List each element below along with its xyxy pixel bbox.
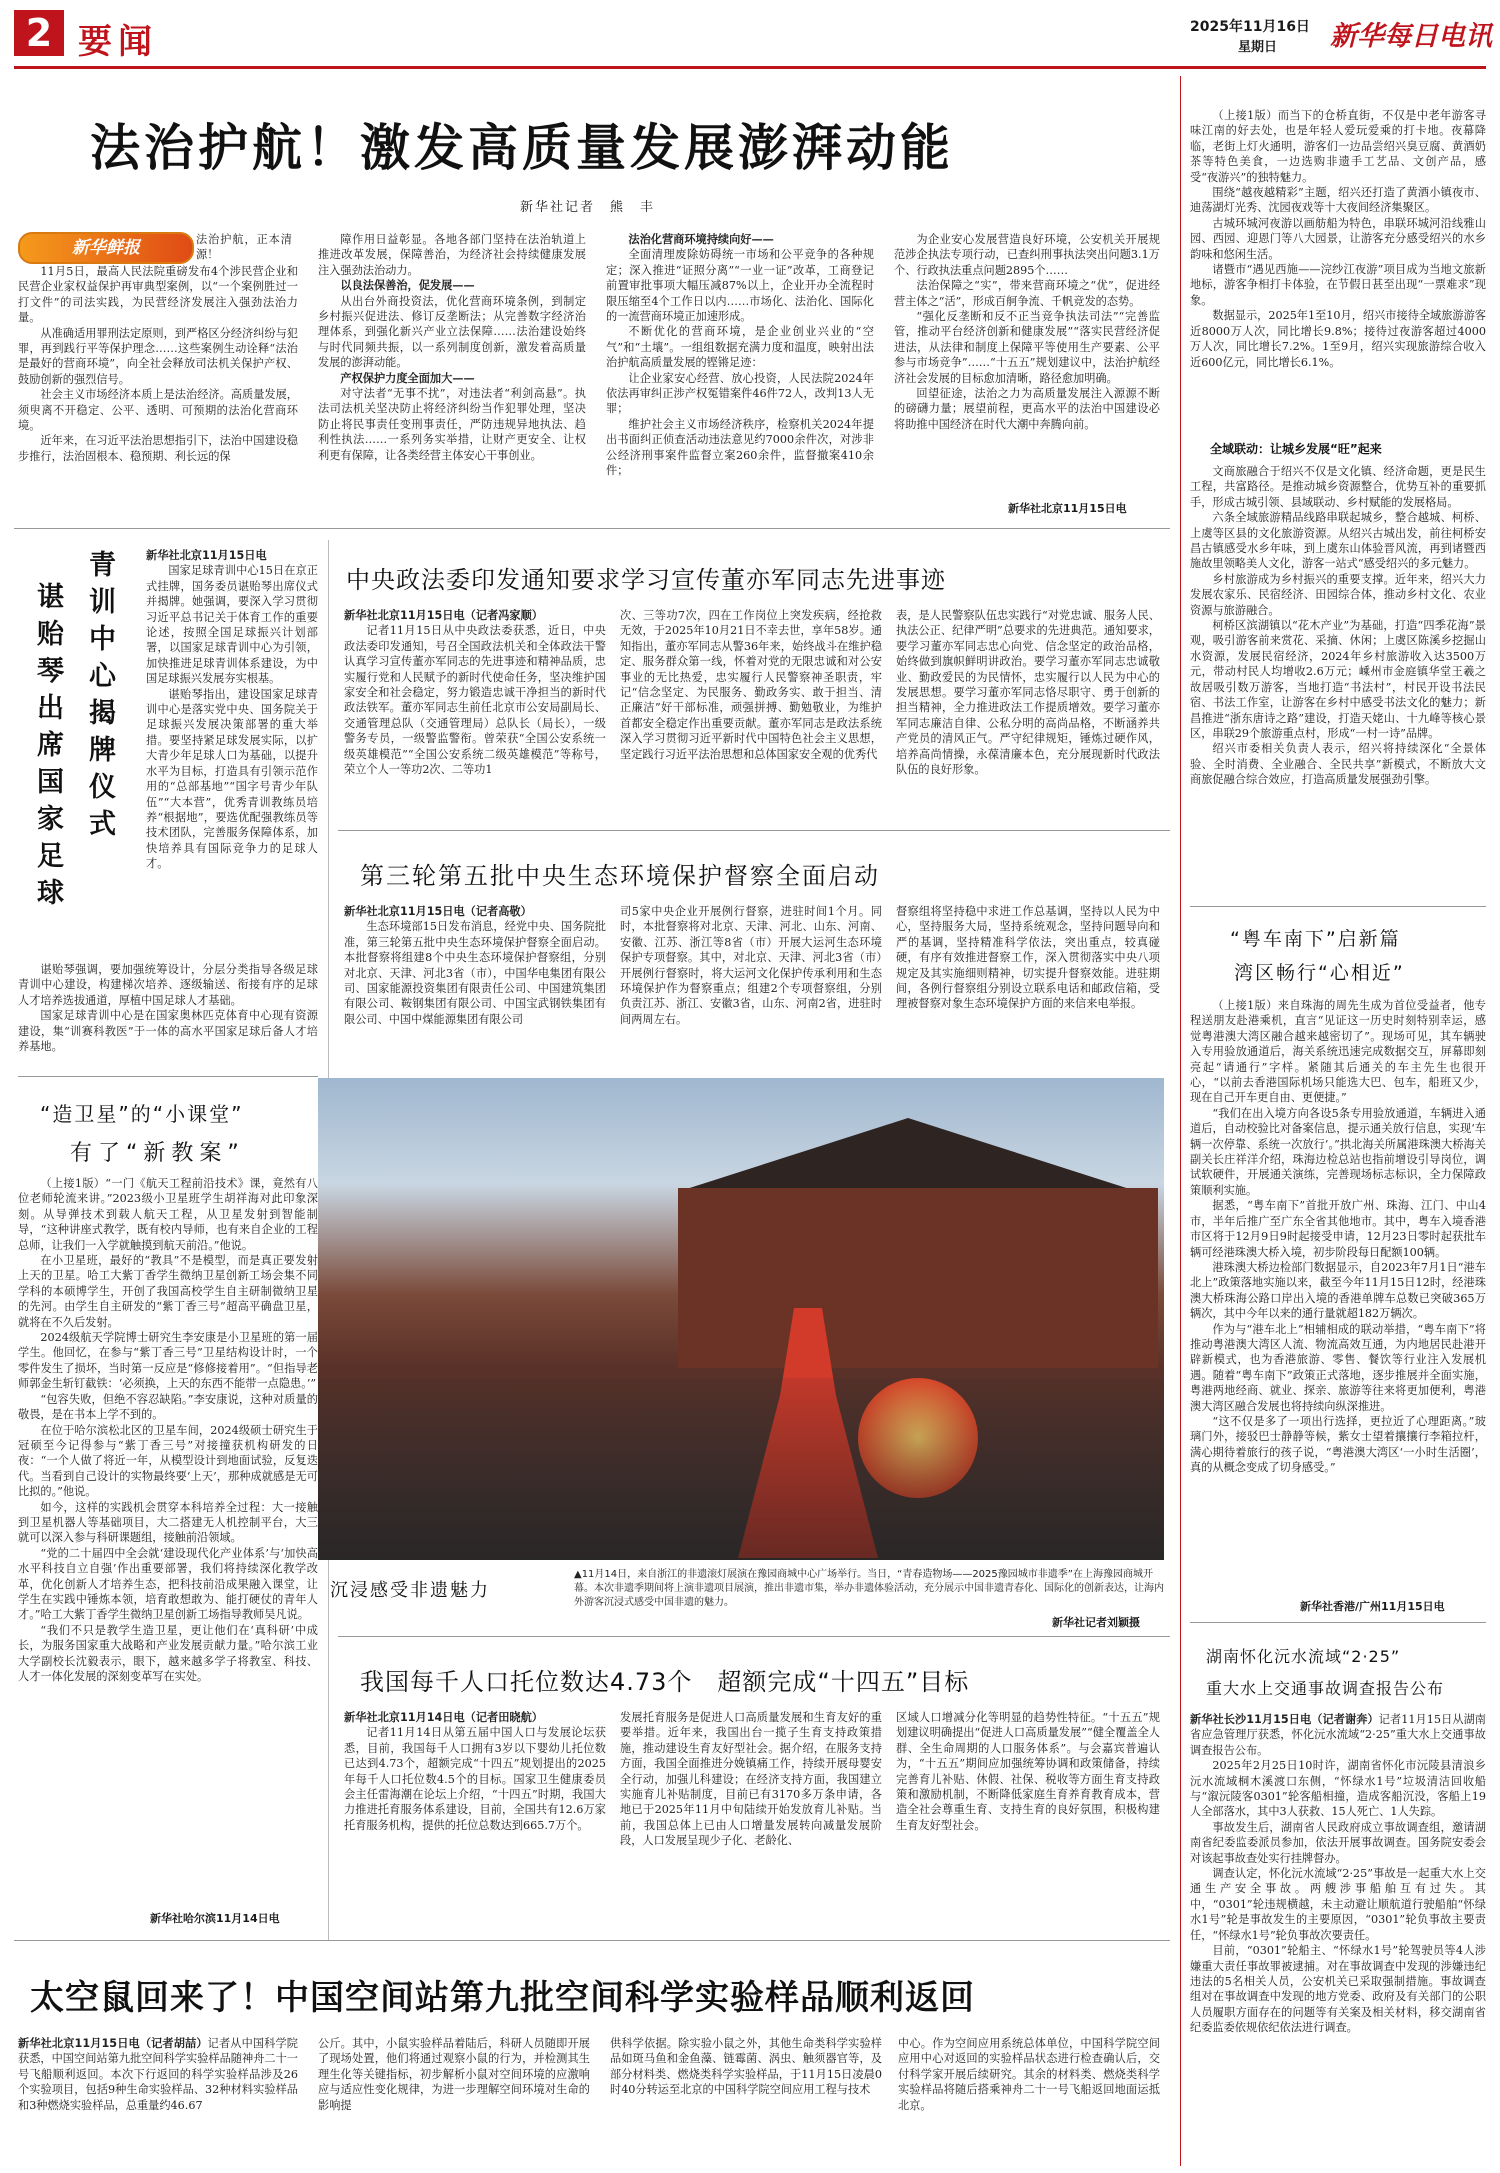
space-column-4: 中心。作为空间应用系统总体单位，中国科学院空间应用中心对返回的实验样品状态进行检查确认后，交付科学家开展后续研究。其余的材料类、燃烧类科学实验样品将随后搭乘神舟二十一号飞船返回地面运抵北京。	[898, 2037, 1160, 2112]
eco-column-3: 督察组将坚持稳中求进工作总基调，坚持以人民为中心，坚持服务大局，坚持系统观念，坚持问题导向和严的基调，坚持精准科学依法，突出重点，较真碰硬，有序有效推进督察工作，深入贯彻落实中央八项规定及其实施细则精神，切实提升督察效能。进驻期间，各例行督察组分别设立联系电话和邮政信箱，受理被督察对象生态环境保护方面的来信来电举报。	[896, 905, 1160, 1011]
bay-dateline: 新华社香港/广州11月15日电	[1300, 1600, 1445, 1613]
photo-intangible-heritage	[318, 1078, 1164, 1560]
eco-column-1: 新华社北京11月15日电（记者高敬） 生态环境部15日发布消息，经党中央、国务院批准，第三轮第五批中央生态环境保护督察全面启动。本批督察将组建8个中央生态环境保护督察组，分别对北京、天津、河北3省（市），中国华电集团有限公司、国家能源投资集团有限责任公司、中国建筑集团有限公司、鞍钢集团有限公司、中国宝武钢铁集团有限公司、中国中煤能源集团有限公司	[344, 905, 606, 1026]
divider	[14, 528, 1170, 529]
football-title-right: 青训中心揭牌仪式	[84, 550, 115, 846]
football-article-cont: 谌贻琴强调，要加强统筹设计，分层分类指导各级足球青训中心建设，构建梯次培养、逐级输送、衔接有序的足球人才培养选拔通道，厚植中国足球人才基础。 国家足球青训中心是在国家奥林匹克体育中心现有资源建设，集“训赛科教医”于一体的高水平国家足球后备人才培养基地。	[18, 963, 318, 1054]
crowd	[318, 1378, 1164, 1560]
politics-column-3: 表，是人民警察队伍忠实践行“对党忠诚、服务人民、执法公正、纪律严明”总要求的先进典范。通知要求，要学习董亦军同志忠心向党、信念坚定的政治品格，始终做到旗帜鲜明讲政治。要学习董亦军同志忠诚敬业、勤政爱民的为民情怀，忠实履行以人民为中心的发展思想。要学习董亦军同志恪尽职守、勇于创新的担当精神，全力推进政法工作提质增效。要学习董亦军同志廉洁自律、公私分明的高尚品格，不断涵养共产党员的清风正气。严守纪律规矩，锤炼过硬作风，培养高尚情操，永葆清廉本色，充分展现新时代政法队伍的良好形象。	[896, 609, 1160, 777]
divider	[14, 1940, 1170, 1941]
lead-dateline: 新华社北京11月15日电	[1008, 502, 1127, 515]
hunan-title-2: 重大水上交通事故调查报告公布	[1206, 1679, 1445, 1698]
politics-headline: 中央政法委印发通知要求学习宣传董亦军同志先进事迹	[346, 566, 946, 594]
lead-column-4: 为企业安心发展营造良好环境，公安机关开展规范涉企执法专项行动，已查纠刑事执法突出问题3.1万个、行政执法重点问题2895个…… 法治保障之“实”，带来营商环境之“优”，促进经营主体之“活”，形成百舸争流、千帆竞发的态势。 “强化反垄断和反不正当竞争执法司法”“完善监管，推动平台经济创新和健康发展”“落实民营经济促进法，从法律和制度上保障平等使用生产要素、公平参与市场竞争”……“十五五”规划建议中，法治护航经济社会发展的目标愈加清晰，路径愈加明确。 回望征途，法治之力为高质量发展注入源源不断的磅礴力量；展望前程，更高水平的法治中国建设必将助推中国经济在时代大潮中奔腾向前。	[894, 233, 1160, 431]
childcare-column-2: 发展托育服务是促进人口高质量发展和生育友好的重要举措。近年来，我国出台一揽子生育支持政策措施，推动建设生育友好型社会。据介绍，在服务支持方面，我国全面推进分娩镇痛工作，持续开展母婴安全行动，加强儿科建设；在经济支持方面，我国建立实施育儿补贴制度，目前已有3170多万条申请，各地已于2025年11月中旬陆续开始发放育儿补贴。当前，我国总体上已由人口增量发展转向减量发展阶段，人口发展呈现少子化、老龄化、	[620, 1711, 882, 1848]
divider	[338, 1636, 1170, 1637]
childcare-headline: 我国每千人口托位数达4.73个 超额完成“十四五”目标	[360, 1668, 970, 1696]
issue-weekday: 星期日	[1238, 40, 1278, 55]
politics-column-1: 新华社北京11月15日电（记者冯家顺） 记者11月15日从中央政法委获悉，近日，中央政法委印发通知，号召全国政法机关和全体政法干警认真学习宣传董亦军同志的先进事迹和精神品质，忠实履行党和人民赋予的新时代使命任务，坚决维护国家安全和社会稳定，努力锻造忠诚干净担当的新时代政法铁军。董亦军同志生前任北京市公安局副局长、交通管理总队（交通管理局）总队长（局长），一级警务专员，一级警监警衔。曾荣获“全国公安系统一级英雄模范”“全国公安系统二级英雄模范”等称号，荣立个人一等功2次、二等功1	[344, 609, 606, 777]
tourism-article-cont: 文商旅融合于绍兴不仅是文化镇、经济命题，更是民生工程，共富路径。是推动城乡资源整合，优势互补的重要抓手，形成古城引领、县域联动、乡村赋能的发展格局。 六条全域旅游精品线路串联起城乡，整合越城、柯桥、上虞等区县的文化旅游资源。从绍兴古城出发，前往柯桥安昌古镇感受水乡年味，到上虞东山体验晋风流，再到诸暨西施故里领略美人文化，游客一站式“感受绍兴的多元魅力。 乡村旅游成为乡村振兴的重要支撑。近年来，绍兴大力发展农家乐、民宿经济、田园综合体，推动乡村文化、农业资源与旅游融合。 柯桥区滨湖镇以“花木产业”为基础，打造“四季花海”景观，吸引游客前来赏花、采摘、休闲；上虞区陈溪乡挖掘山水资源，发展民宿经济，2024年乡村旅游收入达3500万元，带动村民人均增收2.6万元；嵊州市金庭镇华堂王羲之故居吸引数万游客，当地打造“书法村”，村民开设书法民宿、书法工作室，让游客在乡村中感受书法文化的魅力；新昌推进“浙东唐诗之路”建设，打造天姥山、十九峰等核心景区，串联29个旅游重点村，形成“一村一诗”品牌。 绍兴市委相关负责人表示，绍兴将持续深化“全景体验、全时消费、全业融合、全民共享”新模式，不断放大文商旅促融合综合效应，打造高质量发展强劲引擎。	[1190, 465, 1486, 787]
hunan-title-1: 湖南怀化沅水流域“2·25”	[1206, 1647, 1401, 1666]
satellite-dateline: 新华社哈尔滨11月14日电	[150, 1912, 280, 1925]
photo-credit: 新华社记者刘颖摄	[1052, 1616, 1140, 1629]
childcare-column-3: 区域人口增减分化等明显的趋势性特征。“十五五”规划建议明确提出“促进人口高质量发展”“健全覆盖全人群、全生命周期的人口服务体系”。与会嘉宾普遍认为，“十五五”期间应加强统筹协调和政策储备，持续完善育儿补贴、休假、社保、税收等方面生育支持政策和激励机制，不断降低家庭生育养育教育成本，营造全社会尊重生育、支持生育的良好氛围，积极构建生育友好型社会。	[896, 1711, 1160, 1832]
space-column-2: 公斤。其中，小鼠实验样品着陆后，科研人员随即开展了现场处置，他们将通过观察小鼠的行为，并检测其生理生化等关键指标，初步解析小鼠对空间环境的应激响应与适应性变化规律，为进一步理解空间环境对生命的影响提	[318, 2037, 590, 2112]
issue-date: 2025年11月16日	[1190, 19, 1310, 35]
space-column-3: 供科学依据。除实验小鼠之外，其他生命类科学实验样品如斑马鱼和金鱼藻、链霉菌、涡虫、触须器官等，及部分材料类、燃烧类科学实验样品，于11月15日凌晨0时40分转运至北京的中国科学院空间应用工程与技术	[610, 2037, 882, 2097]
satellite-article: （上接1版）“一门《航天工程前沿技术》课，竟然有八位老师轮流来讲。”2023级小卫星班学生胡祥海对此印象深刻。从导弹技术到载人航天工程，从卫星发射到智能制导，“这种讲座式教学，既有校内导师，也有来自企业的工程总师，让我们一入学就触摸到航天前沿。”他说。 在小卫星班，最好的“教具”不是模型，而是真正要发射上天的卫星。哈工大紫丁香学生微纳卫星创新工场会集不同学科的本硕博学生，开创了我国高校学生自主研制微纳卫星的先河。由学生自主研发的“紫丁香三号”超高平确盘卫星，就将在不久后发射。 2024级航天学院博士研究生李安康是小卫星班的第一届学生。他回忆，在参与“紫丁香三号”卫星结构设计时，一个零件发生了损坏，当时第一反应是“修修接着用”。“但指导老师郭金生斩钉截铁：‘必须换，上天的东西不能带一点隐患。’” “包容失败，但绝不容忍缺陷。”李安康说，这种对质量的敬畏，是在书本上学不到的。 在位于哈尔滨松北区的卫星车间，2024级硕士研究生于冠硕至今记得参与“紫丁香三号”对接撞获机构研发的日夜：“一个人做了将近一年，从模型设计到地面试验，反复迭代。当看到自己设计的实物最终要‘上天’，那种成就感是无可比拟的。”他说。 如今，这样的实践机会贯穿本科培养全过程：大一接触到卫星机器人等基础项目，大二搭建无人机控制平台，大三就可以深入参与科研课题组，接触前沿领域。 “党的二十届四中全会就‘建设现代化产业体系’与‘加快高水平科技自立自强’作出重要部署，我们将持续深化教学改革，优化创新人才培养生态，把科技前沿成果融入课堂，让学生在实践中锤炼本领，培育敢想敢为、能打硬仗的青年人才。”哈工大紫丁香学生微纳卫星创新工场指导教师吴凡说。 “我们不只是教学生造卫星，更让他们在‘真科研’中成长，为服务国家重大战略和产业发展贡献力量。”哈尔滨工业大学副校长沈毅表示，眼下，越来越多学子将教室、科技、人才一体化发展的深刻变革写在实处。	[18, 1177, 318, 1683]
lead-byline: 新华社记者 熊 丰	[520, 200, 656, 215]
space-column-1: 新华社北京11月15日电（记者胡喆）记者从中国科学院获悉，中国空间站第九批空间科学实验样品随神舟二十一号飞船顺利返回。本次下行返回的科学实验样品涉及26个实验项目，包括9种生命实验样品、32种材料实验样品和3种燃烧实验样品，总重量约46.67	[18, 2037, 298, 2112]
lead-headline: 法治护航！激发高质量发展澎湃动能	[90, 119, 954, 177]
childcare-column-1: 新华社北京11月14日电（记者田晓航） 记者11月14日从第五届中国人口与发展论坛获悉，目前，我国每千人口拥有3岁以下婴幼儿托位数已达到4.73个，超额完成“十四五”规划提出的2025年每千人口托位数4.5个的目标。国家卫生健康委员会主任雷海潮在论坛上介绍，“十四五”时期，我国大力推进托育服务体系建设，目前，全国共有12.6万家托育服务机构，提供的托位总数达到665.7万个。	[344, 1711, 606, 1832]
lead-column-3: 法治化营商环境持续向好—— 全面清理废除妨碍统一市场和公平竞争的各种规定；深入推进“证照分离”“一业一证”改革，工商登记前置审批事项大幅压减87%以上，企业开办全流程时限压缩至4个工作日以内……市场化、法治化、国际化的一流营商环境正加速形成。 不断优化的营商环境，是企业创业兴业的“空气”和“土壤”。一组组数据充满力度和温度，映射出法治护航高质量发展的铿锵足迹： 让企业家安心经营、放心投资，人民法院2024年依法再审纠正涉产权冤错案件46件72人，改判13人无罪； 维护社会主义市场经济秩序，检察机关2024年提出书面纠正侦查活动违法意见约7000余件次，对涉非公经济刑事案件监督立案260余件，监督撤案410余件；	[606, 232, 874, 478]
politics-column-2: 次、三等功7次，四在工作岗位上突发疾病，经抢救无效，于2025年10月21日不幸去世，享年58岁。通知指出，董亦军同志从警36年来，始终战斗在维护稳定、服务群众第一线，怀着对党的无限忠诚和对公安事业的无比热爱，忠实履行人民警察神圣职责，牢记“信念坚定、为民服务、勤政务实、敢于担当、清正廉洁”好干部标准，顽强拼搏、勤勉敬业，为维护首都安全稳定作出重要贡献。董亦军同志是政法系统深入学习贯彻习近平新时代中国特色社会主义思想，坚定践行习近平法治思想和总体国家安全观的优秀代	[620, 609, 882, 761]
building-facade	[678, 1188, 1158, 1368]
bay-title-2: 湾区畅行“心相近”	[1234, 962, 1405, 984]
divider	[338, 830, 1170, 831]
space-headline: 太空鼠回来了！中国空间站第九批空间科学实验样品顺利返回	[30, 1978, 975, 2018]
page-number-badge: 2	[14, 10, 64, 56]
satellite-title-2: 有了“新教案”	[70, 1141, 245, 1166]
building-roof	[648, 1118, 1164, 1188]
photo-label: 沉浸感受非遗魅力	[330, 1580, 490, 1601]
lead-intro: 法治护航，正本清源！	[196, 233, 292, 262]
football-title-left: 谌贻琴出席国家足球	[32, 582, 63, 915]
eco-headline: 第三轮第五批中央生态环境保护督察全面启动	[360, 862, 880, 890]
masthead-rule	[14, 66, 1486, 69]
tourism-article: （上接1版）而当下的仓桥直街，不仅是中老年游客寻味江南的好去处，也是年轻人爱玩爱乘的打卡地。夜幕降临，老街上灯火通明，游客们一边品尝绍兴臭豆腐、黄酒奶茶等特色美食，一边选购非遗手工艺品、文创产品，感受“夜游兴”的独特魅力。 围绕“越夜越精彩”主题，绍兴还打造了黄酒小镇夜市、迪荡湖灯光秀、沈园夜戏等十大夜间经济集聚区。 古城环城河夜游以画舫船为特色，串联环城河沿线雅山园、西园、迎恩门等八大园景，让游客充分感受绍兴的水乡韵味和悠闲生活。 诸暨市“遇见西施——浣纱江夜游”项目成为当地文旅新地标，游客争相打卡体验，在节假日甚至出现“一票难求”现象。 数据显示，2025年1至10月，绍兴市接待全域旅游游客近8000万人次，同比增长9.8%；接待过夜游客超过4000万人次，同比增长7.2%。1至9月，绍兴实现旅游综合收入近600亿元，同比增长6.1%。	[1190, 109, 1486, 369]
paper-name: 新华每日电讯	[1330, 21, 1492, 52]
news-badge: 新华鲜报	[18, 232, 194, 264]
eco-column-2: 司5家中央企业开展例行督察，进驻时间1个月。同时，本批督察将对北京、天津、河北、山东、河南、安徽、江苏、浙江等8省（市）开展大运河生态环境保护专项督察。其中，对北京、天津、河北3省（市）开展例行督察时，将大运河文化保护传承利用和生态环境保护作为督察重点；组建2个专项督察组，分别负责江苏、浙江、安徽3省，山东、河南2省，进驻时间两周左右。	[620, 905, 882, 1026]
satellite-title-1: “造卫星”的“小课堂”	[40, 1102, 244, 1126]
hunan-article: 新华社长沙11月15日电（记者谢奔）记者11月15日从湖南省应急管理厅获悉，怀化沅水流域“2·25”重大水上交通事故调查报告公布。 2025年2月25日10时许，湖南省怀化市沅陵县清浪乡沅水流域桐木溪渡口东侧，“怀绿水1号”垃圾清洁回收船与“溆沅陵客0301”轮客船相撞，造成客船沉没，客船上19人全部落水，其中3人获救、15人死亡、1人失踪。 事故发生后，湖南省人民政府成立事故调查组，邀请湖南省纪委监委派员参加，依法开展事故调查。国务院安委会对该起事故查处实行挂牌督办。 调查认定，怀化沅水流域“2·25”事故是一起重大水上交通生产安全事故。两艘涉事船舶互有过失。其中，“0301”轮违规横越，未主动避让顺航道行驶船舶“怀绿水1号”轮是事故发生的主要原因，“0301”轮负事故主要责任，“怀绿水1号”轮负事故次要责任。 目前，“0301”轮船主、“怀绿水1号”轮驾驶员等4人涉嫌重大责任事故罪被逮捕。对在事故调查中发现的涉嫌违纪违法的5名相关人员，公安机关已采取强制措施。事故调查组对在事故调查中发现的地方党委、政府及有关部门的公职人员履职方面存在的问题等有关案及相关材料，移交湖南省纪委监委依规依纪依法进行调查。	[1190, 1713, 1486, 2035]
divider	[1190, 1622, 1486, 1623]
bay-title-1: “粤车南下”启新篇	[1230, 928, 1401, 950]
divider	[18, 1076, 318, 1077]
lead-column-1: 11月5日，最高人民法院重磅发布4个涉民营企业和民营企业家权益保护再审典型案例，以“一个案例胜过一打文件”的司法实践，为民营经济发展注入强劲法治力量。 从准确适用罪刑法定原则，到严格区分经济纠纷与犯罪，再到践行平等保护理念……这些案例生动诠释“法治是最好的营商环境”，向全社会释放司法机关保护产权、鼓励创新的强烈信号。 社会主义市场经济本质上是法治经济。高质量发展，须臾离不开稳定、公平、透明、可预期的法治化营商环境。 近年来，在习近平法治思想指引下，法治中国建设稳步推行，法治固根本、稳预期、利长远的保	[18, 265, 298, 463]
photo-caption: ▲11月14日，来自浙江的非遗滚灯展演在豫园商城中心广场举行。当日，“青春造物场——2025豫园城市非遗季”在上海豫园商城开幕。本次非遗季期间将上演非遗项目展演，推出非遗市集，举办非遗体验活动，充分展示中国非遗青春化、国际化的创新表达，让海内外游客沉浸式感受中国非遗的魅力。	[574, 1569, 1164, 1608]
bay-article: （上接1版）来自珠海的周先生成为首位受益者，他专程送朋友赴港乘机，直言“见证这一历史时刻特别幸运，感觉粤港澳大湾区融合越来越密切了”。现场可见，其车辆驶入专用验放通道后，海关系统迅速完成数据交互，屏幕即刻亮起“请通行”字样。紧随其后通关的车主先生也很开心，“以前去香港国际机场只能选大巴、包车，船班又少，现在自己开车更自由、更便捷。” “我们在出入境方向各设5条专用验放通道，车辆进入通道后，自动校验比对备案信息，提示通关放行信息，实现‘车辆一次停靠、系统一次放行’。”拱北海关所属港珠澳大桥海关副关长庄祥洋介绍，珠海边检总站也指前增设引导岗位，调试软硬件，开展通关演练，完善现场标志标识，全力保障政策顺利实施。 据悉，“粤车南下”首批开放广州、珠海、江门、中山4市，半年后推广至广东全省其他地市。其中，粤车入境香港市区将于12月9日9时起接受申请，12月23日零时起获批车辆可经港珠澳大桥入境，初步阶段每日配额100辆。 港珠澳大桥边检部门数据显示，自2023年7月1日“港车北上”政策落地实施以来，截至今年11月15日12时，经港珠澳大桥珠海公路口岸出入境的香港单牌车总数已突破365万辆次，其中今年以来的通行量就超182万辆次。 作为与“港车北上”相辅相成的联动举措，“粤车南下”将推动粤港澳大湾区人流、物流高效互通，为内地居民赴港开辟新模式，也为香港旅游、零售、餐饮等行业注入发展机遇。随着“粤车南下”政策正式落地，逐步推展并全面实施，粤港两地经商、就业、探亲、旅游等往来将更加便利，粤港澳大湾区融合发展也将持续向纵深推进。 “这不仅是多了一项出行选择，更拉近了心理距离。”玻璃门外，接驳巴士静静等候，紫女士望着攘攘行李箱拉杆，满心期待着旅行的孩子说，“粤港澳大湾区‘一小时生活圈’，真的从概念变成了切身感受。”	[1190, 999, 1486, 1475]
column-divider	[1180, 76, 1181, 2166]
lead-column-2: 障作用日益彰显。各地各部门坚持在法治轨道上推进改革发展，保障善治，为经济社会持续健康发展注入强劲法治动力。 以良法保善治，促发展—— 从出台外商投资法，优化营商环境条例，到制定乡村振兴促进法、修订反垄断法；从完善数字经济治理体系，到强化新兴产业立法保障……法治建设始终与时代同频共振，以一系列制度创新，激发着高质量发展的澎湃动能。 产权保护力度全面加大—— 对守法者“无事不扰”，对违法者“利剑高悬”。执法司法机关坚决防止将经济纠纷当作犯罪处理，坚决防止将民事责任变刑事责任，严防违规异地执法、趋利性执法……一系列务实举措，让财产更安全、让权利更有保障，让各类经营主体安心干事创业。	[318, 233, 586, 462]
divider	[1190, 906, 1486, 907]
section-name: 要闻	[78, 22, 158, 62]
tourism-subhead: 全域联动：让城乡发展“旺”起来	[1210, 442, 1382, 456]
football-article: 新华社北京11月15日电 国家足球青训中心15日在京正式挂牌，国务委员谌贻琴出席仪式并揭牌。她强调，要深入学习贯彻习近平总书记关于体育工作的重要论述，按照全国足球振兴计划部署，以国家足球青训中心为引领，加快推进足球青训体系建设，为中国足球振兴发展夯实根基。 谌贻琴指出，建设国家足球青训中心是落实党中央、国务院关于足球振兴发展决策部署的重大举措。要坚持紧足球发展实际，以扩大青少年足球人口为基础，以提升水平为目标，打造具有引领示范作用的“总部基地”“国字号青少年队伍”“大本营”，优秀青训教练员培养“根据地”，要选优配强教练员等技术团队，完善服务保障体系，加快培养具有国际竞争力的足球人才。	[146, 549, 318, 871]
